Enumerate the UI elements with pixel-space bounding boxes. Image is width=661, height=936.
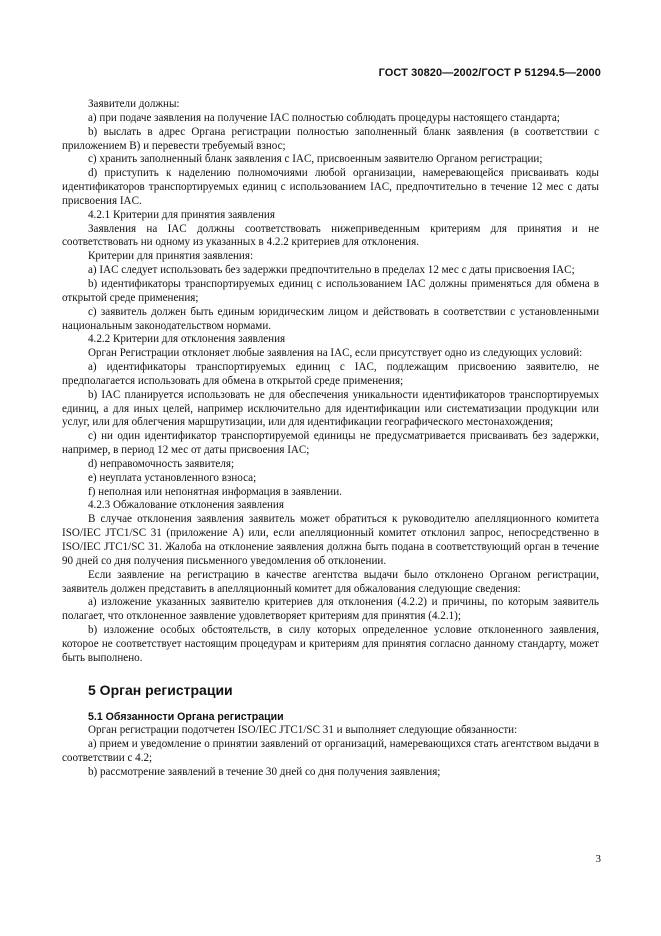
page-number: 3 [595, 853, 601, 865]
list-item: b) IAC планируется использовать не для обеспечения уникальности идентификаторов транспортируемых единиц, а для иных целей, например исключительно для идентификации или систематизации продукции или услуг, или для облегчения маршрутизации, или для идентификации географического местонахождения; [62, 388, 599, 429]
list-item: a) прием и уведомление о принятии заявлений от организаций, намеревающихся стать агентством выдачи в соответствии с 4.2; [62, 738, 599, 765]
list-item: a) IAC следует использовать без задержки предпочтительно в пределах 12 мес с даты присвоения IAC; [88, 264, 575, 277]
running-header: ГОСТ 30820—2002/ГОСТ Р 51294.5—2000 [378, 67, 601, 79]
paragraph: Заявления на IAC должны соответствовать нижеприведенным критериям для принятия и не соответствовать ни одному из указанных в 4.2.2 критериев для отклонения. [62, 222, 599, 249]
subsection-heading: 4.2.2 Критерии для отклонения заявления [88, 333, 286, 346]
list-item: b) выслать в адрес Органа регистрации полностью заполненный бланк заявления (в соответствии с приложением В) и перевести требуемый взнос; [62, 125, 599, 152]
paragraph: Если заявление на регистрацию в качестве агентства выдачи было отклонено Органом регистрации, заявитель должен представить в апелляционный комитет для обжалования следующие сведения: [62, 568, 599, 595]
paragraph: Орган Регистрации отклоняет любые заявления на IAC, если присутствует одно из следующих условий: [88, 347, 583, 360]
paragraph: В случае отклонения заявления заявитель может обратиться к руководителю апелляционного комитета ISO/IEC JTC1/SC 31 (приложение А) или, если апелляционный комитет отклонил запрос, непосредственно в ISO/IEC JTC1/SC 31. Жалоба на отклонение заявления должна быть подана в соответствующий орган в течение 90 дней со дня получения письменного уведомления об отклонении. [62, 513, 599, 567]
page-body [62, 98, 599, 780]
paragraph: Заявители должны: [88, 98, 180, 110]
list-item: c) ни один идентификатор транспортируемой единицы не предусматривается присваивать без задержки, например, в период 12 мес от даты присвоения IAC; [62, 430, 599, 457]
subsection-heading: 4.2.3 Обжалование отклонения заявления [88, 499, 284, 512]
list-item: e) неуплата установленного взноса; [88, 471, 257, 484]
list-item: a) при подаче заявления на получение IAC полностью соблюдать процедуры настоящего стандарта; [88, 111, 560, 124]
list-item: d) неправомочность заявителя; [88, 457, 235, 470]
list-item: c) хранить заполненный бланк заявления с IAC, присвоенным заявителю Органом регистрации; [88, 153, 543, 166]
list-item: c) заявитель должен быть единым юридическим лицом и действовать в соответствии с установленными национальным законодательством нормами. [62, 305, 599, 332]
paragraph: Критерии для принятия заявления: [88, 250, 254, 263]
subsection-heading: 5.1 Обязанности Органа регистрации [88, 710, 284, 723]
list-item: b) идентификаторы транспортируемых единиц с использованием IAC должны применяться для обмена в открытой среде применения; [62, 277, 599, 304]
list-item: d) приступить к наделению полномочиями любой организации, намеревающейся присваивать коды идентификаторов транспортируемых единиц с использованием IAC, предпочтительно в течение 12 мес с даты присвоения IAC. [62, 167, 599, 207]
subsection-heading: 4.2.1 Критерии для принятия заявления [88, 208, 275, 221]
list-item: b) рассмотрение заявлений в течение 30 дней со дня получения заявления; [88, 765, 441, 778]
list-item: a) идентификаторы транспортируемых единиц с IAC, подлежащим присвоению заявителю, не предполагается использовать для обмена в открытой среде применения; [62, 361, 599, 387]
list-item: a) изложение указанных заявителю критериев для отклонения (4.2.2) и причины, по которым заявитель полагает, что отклоненное заявление удовлетворяет критериям для принятия (4.2.1); [62, 596, 599, 623]
list-item: b) изложение особых обстоятельств, в силу которых определенное условие отклоненного заявления, которое не соответствует настоящим процедурам и критериям для принятия согласно данному стандарту, может быть выполнено. [62, 624, 599, 664]
section-heading: 5 Орган регистрации [88, 681, 233, 698]
paragraph: Орган регистрации подотчетен ISO/IEC JTC1/SC 31 и выполняет следующие обязанности: [88, 724, 518, 737]
list-item: f) неполная или непонятная информация в заявлении. [88, 485, 342, 498]
